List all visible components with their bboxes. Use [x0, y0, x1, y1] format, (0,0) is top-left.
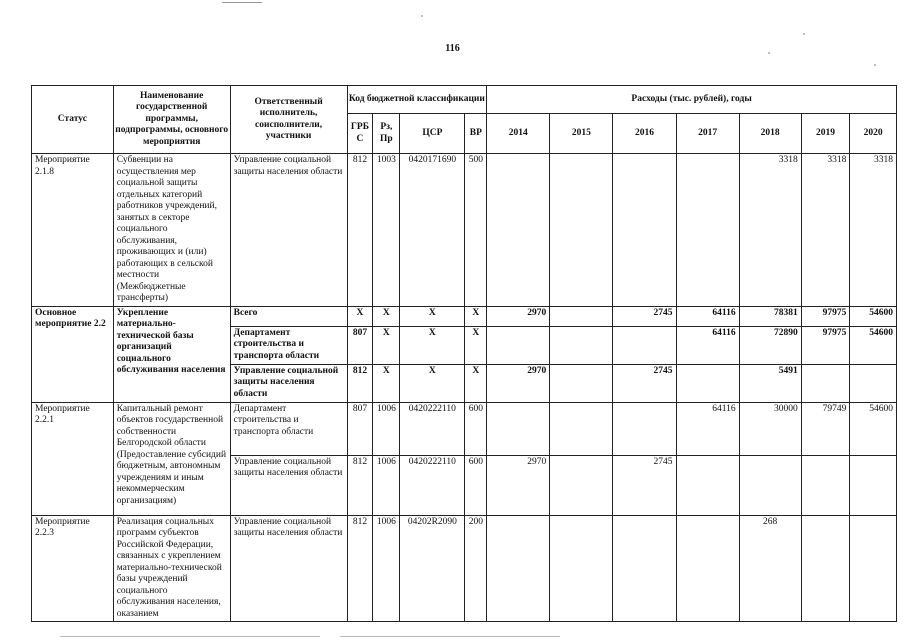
cell-2017 [676, 364, 739, 402]
row-status: Мероприятие 2.2.3 [32, 515, 114, 622]
cell-2014: 2970 [487, 306, 550, 326]
cell-vr: 600 [465, 455, 487, 515]
header-csr: ЦСР [400, 114, 465, 154]
row-status: Мероприятие 2.2.1 [32, 402, 114, 515]
cell-2018: 5491 [739, 364, 801, 402]
header-grbs: ГРБ С [347, 114, 373, 154]
cell-csr: Х [400, 326, 465, 364]
header-budget-code: Код бюджетной классификации [347, 86, 487, 114]
table-row [32, 306, 897, 326]
table-row [32, 515, 897, 622]
row-name: Укрепление материально-технической базы организаций социального обслуживания населения [113, 306, 230, 402]
cell-grbs: 807 [347, 402, 373, 455]
cell-rzpr: Х [373, 364, 400, 402]
row-executor: Управление социальной защиты населения области [230, 154, 347, 307]
cell-vr: 600 [465, 402, 487, 455]
cell-2019: 97975 [801, 326, 850, 364]
cell-2018: 3318 [739, 154, 801, 307]
header-responsible: Ответственный исполнитель, соисполнители, участники [230, 86, 347, 154]
cell-csr: 04202R2090 [400, 515, 465, 622]
cell-rzpr: 1006 [373, 515, 400, 622]
cell-2020: 54600 [850, 306, 897, 326]
cell-vr: Х [465, 364, 487, 402]
cell-2015 [550, 364, 613, 402]
cell-2014 [487, 154, 550, 307]
row-executor: Управление социальной защиты населения области [230, 455, 347, 515]
row-name: Капитальный ремонт объектов государственной собственности Белгородской области (Предоставление субсидий бюджетным, автономным учреждениям и иным некоммерческим организациям) [113, 402, 230, 515]
cell-2016: 2745 [613, 455, 676, 515]
row-executor: Управление социальной защиты населения области [230, 364, 347, 402]
cell-grbs: 812 [347, 364, 373, 402]
cell-grbs: 812 [347, 515, 373, 622]
header-expenses: Расходы (тыс. рублей), годы [487, 86, 897, 114]
cell-2018: 268 [739, 515, 801, 622]
table-row [32, 154, 897, 307]
scan-artifact [874, 64, 876, 66]
cell-csr: 0420222110 [400, 402, 465, 455]
header-year: 2020 [850, 114, 897, 154]
cell-vr: Х [465, 326, 487, 364]
scan-artifact [803, 33, 805, 35]
cell-rzpr: 1006 [373, 455, 400, 515]
cell-2019 [801, 364, 850, 402]
cell-vr: Х [465, 306, 487, 326]
cell-grbs: 812 [347, 455, 373, 515]
scan-artifact [421, 15, 423, 17]
cell-2019 [801, 515, 850, 622]
cell-2016: 2745 [613, 364, 676, 402]
row-executor: Департамент строительства и транспорта области [230, 326, 347, 364]
cell-2017: 64116 [676, 306, 739, 326]
cell-2016: 2745 [613, 306, 676, 326]
cell-2020 [850, 364, 897, 402]
row-executor: Управление социальной защиты населения области [230, 515, 347, 622]
cell-grbs: 807 [347, 326, 373, 364]
row-name: Субвенции на осуществления мер социальной защиты отдельных категорий работников учреждений, занятых в секторе социального обслуживания, проживающих и (или) работающих в сельской местности (Межбюджетные трансферты) [113, 154, 230, 307]
cell-2014: 2970 [487, 455, 550, 515]
cell-2014: 2970 [487, 364, 550, 402]
scan-artifact [222, 2, 262, 3]
header-year: 2015 [550, 114, 613, 154]
cell-2020: 54600 [850, 402, 897, 455]
cell-2015 [550, 455, 613, 515]
cell-rzpr: Х [373, 326, 400, 364]
cell-2015 [550, 402, 613, 455]
cell-2014 [487, 402, 550, 455]
scan-artifact [340, 636, 560, 637]
cell-grbs: Х [347, 306, 373, 326]
scan-artifact [60, 636, 320, 637]
cell-2016 [613, 154, 676, 307]
cell-vr: 200 [465, 515, 487, 622]
cell-2019: 79749 [801, 402, 850, 455]
cell-2018: 30000 [739, 402, 801, 455]
cell-2020: 54600 [850, 326, 897, 364]
table-row [32, 402, 897, 455]
cell-2015 [550, 326, 613, 364]
cell-2016 [613, 326, 676, 364]
row-status: Основное мероприятие 2.2 [32, 306, 114, 402]
header-program-name: Наименование государственной программы, подпрограммы, основного мероприятия [113, 86, 230, 154]
cell-2020 [850, 455, 897, 515]
row-executor: Всего [230, 306, 347, 326]
header-vr: ВР [465, 114, 487, 154]
cell-2017 [676, 154, 739, 307]
row-executor: Департамент строительства и транспорта области [230, 402, 347, 455]
cell-2018: 78381 [739, 306, 801, 326]
budget-table [31, 85, 897, 622]
cell-2017: 64116 [676, 326, 739, 364]
cell-rzpr: 1006 [373, 402, 400, 455]
header-status: Статус [32, 86, 114, 154]
cell-2020 [850, 515, 897, 622]
cell-2019 [801, 455, 850, 515]
header-year: 2017 [676, 114, 739, 154]
cell-2017: 64116 [676, 402, 739, 455]
cell-2016 [613, 515, 676, 622]
cell-2017 [676, 455, 739, 515]
cell-csr: 0420171690 [400, 154, 465, 307]
cell-csr: 0420222110 [400, 455, 465, 515]
header-rzpr: Рз, Пр [373, 114, 400, 154]
cell-2015 [550, 515, 613, 622]
cell-2017 [676, 515, 739, 622]
cell-csr: Х [400, 306, 465, 326]
cell-2020: 3318 [850, 154, 897, 307]
header-year: 2018 [739, 114, 801, 154]
cell-rzpr: 1003 [373, 154, 400, 307]
row-name: Реализация социальных программ субъектов Российской Федерации, связанных с укреплением материально-технической базы учреждений социального обслуживания населения, оказанием [113, 515, 230, 622]
cell-2019: 97975 [801, 306, 850, 326]
cell-2019: 3318 [801, 154, 850, 307]
cell-csr: Х [400, 364, 465, 402]
header-year: 2019 [801, 114, 850, 154]
cell-2018: 72890 [739, 326, 801, 364]
cell-2018 [739, 455, 801, 515]
cell-rzpr: Х [373, 306, 400, 326]
cell-grbs: 812 [347, 154, 373, 307]
page-number: 116 [445, 43, 460, 54]
cell-2014 [487, 326, 550, 364]
cell-vr: 500 [465, 154, 487, 307]
cell-2015 [550, 154, 613, 307]
cell-2015 [550, 306, 613, 326]
cell-2016 [613, 402, 676, 455]
cell-2014 [487, 515, 550, 622]
header-year: 2014 [487, 114, 550, 154]
row-status: Мероприятие 2.1.8 [32, 154, 114, 307]
header-year: 2016 [613, 114, 676, 154]
